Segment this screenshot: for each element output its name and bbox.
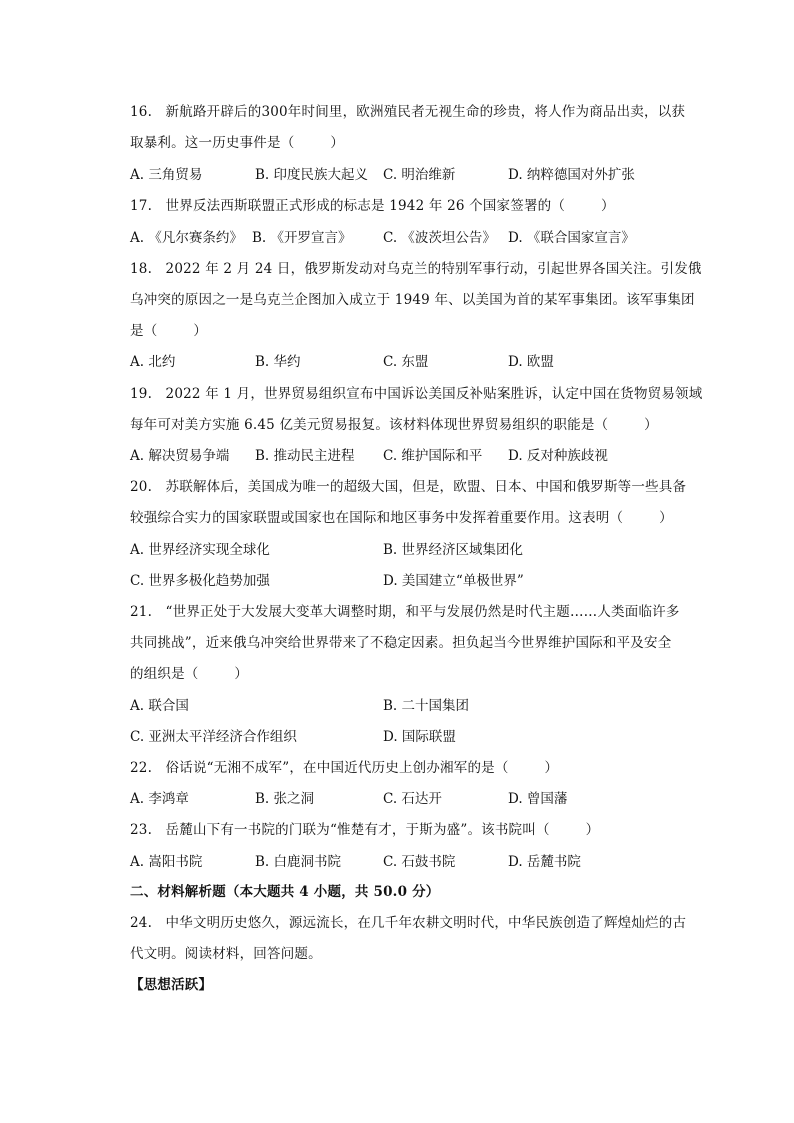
q22-option-b: B. 张之洞 [255, 791, 315, 807]
q22-option-c: C. 石达开 [383, 791, 442, 807]
q20-line-1: 20. 苏联解体后，美国成为唯一的超级大国，但是，欧盟、日本、中国和俄罗斯等一些具备 [130, 479, 687, 495]
q18-option-b: B. 华约 [255, 354, 301, 370]
q20-option-b: B. 世界经济区域集团化 [383, 542, 524, 558]
q18-option-d: D. 欧盟 [508, 354, 554, 370]
q21-line-2: 共同挑战”，近来俄乌冲突给世界带来了不稳定因素。担负起当今世界维护国际和平及安全 [130, 635, 672, 651]
q23-option-a: A. 嵩阳书院 [130, 854, 203, 870]
q23-option-b: B. 白鹿洞书院 [255, 854, 342, 870]
q18-line-1: 18. 2022 年 2 月 24 日，俄罗斯发动对乌克兰的特别军事行动，引起世界各国关注。引发俄 [130, 261, 702, 277]
q20-option-a: A. 世界经济实现全球化 [130, 542, 270, 558]
q21-line-3: 的组织是（ ） [130, 666, 249, 682]
q17-option-b: B. 《开罗宣言》 [252, 230, 352, 246]
q19-line-1: 19. 2022 年 1 月，世界贸易组织宣布中国诉讼美国反补贴案胜诉，认定中国在货物贸易领域 [130, 386, 703, 402]
q24-line-2: 代文明。阅读材料，回答问题。 [130, 946, 322, 962]
q23-line-1: 23. 岳麓山下有一书院的门联为“惟楚有才，于斯为盛”。该书院叫（ ） [130, 822, 600, 838]
q21-option-a: A. 联合国 [130, 698, 189, 714]
q16-option-b: B. 印度民族大起义 [255, 167, 369, 183]
material-subheading: 【思想活跃】 [130, 977, 213, 993]
q21-option-b: B. 二十国集团 [383, 698, 470, 714]
q16-line-2: 取暴利。这一历史事件是（ ） [130, 135, 345, 151]
q20-option-d: D. 美国建立“单极世界” [383, 573, 524, 589]
q22-line-1: 22. 俗话说“无湘不成军”，在中国近代历史上创办湘军的是（ ） [130, 760, 559, 776]
q20-option-c: C. 世界多极化趋势加强 [130, 573, 270, 589]
q22-option-a: A. 李鸿章 [130, 791, 189, 807]
q19-option-a: A. 解决贸易争端 [130, 448, 230, 464]
q19-option-b: B. 推动民主进程 [255, 448, 355, 464]
q18-option-a: A. 北约 [130, 354, 176, 370]
q18-line-3: 是（ ） [130, 323, 208, 339]
q22-option-d: D. 曾国藩 [508, 791, 568, 807]
q17-option-a: A. 《凡尔赛条约》 [130, 230, 243, 246]
q18-line-2: 乌冲突的原因之一是乌克兰企图加入成立于 1949 年、以美国为首的某军事集团。该军事集团 [130, 292, 695, 308]
q21-option-c: C. 亚洲太平洋经济合作组织 [130, 729, 297, 745]
q16-option-d: D. 纳粹德国对外扩张 [508, 167, 635, 183]
q16-line-1: 16. 新航路开辟后的300年时间里，欧洲殖民者无视生命的珍贵，将人作为商品出卖，以获 [130, 104, 686, 120]
q17-option-d: D. 《联合国家宣言》 [508, 230, 635, 246]
q19-option-c: C. 维护国际和平 [383, 448, 483, 464]
q21-line-1: 21. “世界正处于大发展大变革大调整时期，和平与发展仍然是时代主题……人类面临许多 [130, 604, 680, 620]
q23-option-d: D. 岳麓书院 [508, 854, 581, 870]
q16-option-a: A. 三角贸易 [130, 167, 203, 183]
q16-option-c: C. 明治维新 [383, 167, 456, 183]
q24-line-1: 24. 中华文明历史悠久，源远流长，在几千年农耕文明时代，中华民族创造了辉煌灿烂的古 [130, 915, 687, 931]
q20-line-2: 较强综合实力的国家联盟或国家也在国际和地区事务中发挥着重要作用。这表明（ ） [130, 510, 673, 526]
q23-option-c: C. 石鼓书院 [383, 854, 456, 870]
q21-option-d: D. 国际联盟 [383, 729, 456, 745]
q17-option-c: C. 《波茨坦公告》 [383, 230, 496, 246]
q18-option-c: C. 东盟 [383, 354, 429, 370]
section-heading: 二、材料解析题（本大题共 4 小题，共 50.0 分） [130, 884, 440, 900]
q19-option-d: D. 反对种族歧视 [508, 448, 608, 464]
q19-line-2: 每年可对美方实施 6.45 亿美元贸易报复。该材料体现世界贸易组织的职能是（ ） [130, 417, 658, 433]
q17-line-1: 17. 世界反法西斯联盟正式形成的标志是 1942 年 26 个国家签署的（ ） [130, 198, 615, 214]
